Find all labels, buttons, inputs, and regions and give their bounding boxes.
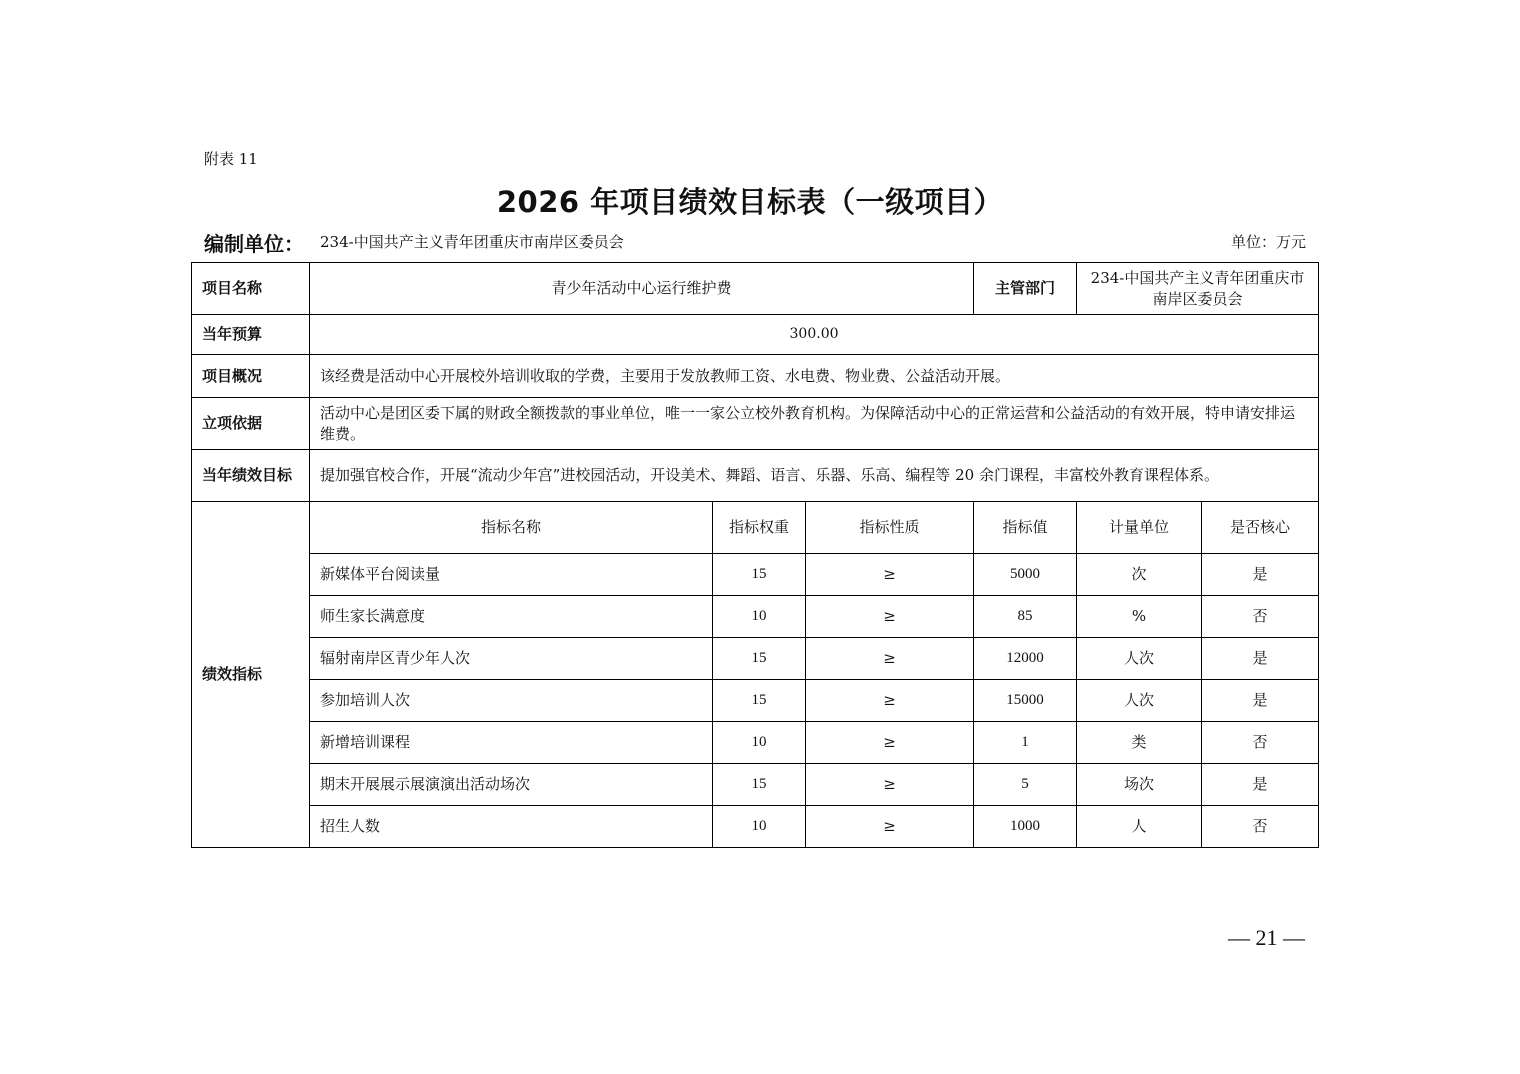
table-row — [192, 680, 1319, 722]
indicator-nature: ≥ — [806, 638, 974, 680]
header-indicator-value: 指标值 — [974, 502, 1077, 554]
performance-table — [191, 262, 1319, 848]
budget-row — [192, 315, 1319, 355]
indicator-name: 参加培训人次 — [310, 680, 713, 722]
indicator-weight: 15 — [713, 554, 806, 596]
table-row — [192, 764, 1319, 806]
org-label: 编制单位： — [204, 232, 304, 256]
indicator-nature: ≥ — [806, 806, 974, 848]
page-title: 2026 年项目绩效目标表（一级项目） — [496, 185, 1004, 219]
project-name-label: 项目名称 — [192, 263, 310, 315]
indicator-unit: % — [1077, 596, 1202, 638]
header-indicator-weight: 指标权重 — [713, 502, 806, 554]
indicator-header-row — [192, 502, 1319, 554]
indicator-weight: 15 — [713, 764, 806, 806]
header-core: 是否核心 — [1202, 502, 1319, 554]
indicator-value: 5000 — [974, 554, 1077, 596]
indicator-nature: ≥ — [806, 596, 974, 638]
indicator-unit: 次 — [1077, 554, 1202, 596]
indicator-unit: 人 — [1077, 806, 1202, 848]
org-value: 234-中国共产主义青年团重庆市南岸区委员会 — [320, 233, 624, 251]
indicator-weight: 15 — [713, 680, 806, 722]
indicator-name: 新增培训课程 — [310, 722, 713, 764]
overview-label: 项目概况 — [192, 355, 310, 398]
indicator-weight: 10 — [713, 596, 806, 638]
indicator-name: 新媒体平台阅读量 — [310, 554, 713, 596]
unit-label: 单位：万元 — [1230, 233, 1306, 251]
indicator-value: 5 — [974, 764, 1077, 806]
overview-row — [192, 355, 1319, 398]
indicator-core: 是 — [1202, 554, 1319, 596]
indicator-value: 1 — [974, 722, 1077, 764]
basis-row — [192, 398, 1319, 450]
attachment-label: 附表 11 — [204, 150, 258, 168]
page-number: — 21 — — [1228, 925, 1305, 950]
budget-value: 300.00 — [310, 315, 1319, 355]
indicator-nature: ≥ — [806, 764, 974, 806]
indicator-core: 是 — [1202, 680, 1319, 722]
indicator-unit: 场次 — [1077, 764, 1202, 806]
table-row — [192, 722, 1319, 764]
indicator-core: 是 — [1202, 764, 1319, 806]
basis-value: 活动中心是团区委下属的财政全额拨款的事业单位，唯一一家公立校外教育机构。为保障活动中心的正常运营和公益活动的有效开展，特申请安排运维费。 — [310, 398, 1319, 450]
goal-label: 当年绩效目标 — [192, 450, 310, 502]
indicator-value: 1000 — [974, 806, 1077, 848]
goal-row — [192, 450, 1319, 502]
indicator-value: 15000 — [974, 680, 1077, 722]
budget-label: 当年预算 — [192, 315, 310, 355]
project-name-row — [192, 263, 1319, 315]
indicator-weight: 15 — [713, 638, 806, 680]
indicator-weight: 10 — [713, 806, 806, 848]
project-name-value: 青少年活动中心运行维护费 — [310, 263, 974, 315]
header-unit: 计量单位 — [1077, 502, 1202, 554]
header-indicator-nature: 指标性质 — [806, 502, 974, 554]
table-row — [192, 596, 1319, 638]
indicator-nature: ≥ — [806, 680, 974, 722]
indicator-value: 12000 — [974, 638, 1077, 680]
indicator-name: 辐射南岸区青少年人次 — [310, 638, 713, 680]
indicator-name: 师生家长满意度 — [310, 596, 713, 638]
indicator-weight: 10 — [713, 722, 806, 764]
overview-value: 该经费是活动中心开展校外培训收取的学费，主要用于发放教师工资、水电费、物业费、公益活动开展。 — [310, 355, 1319, 398]
indicator-core: 否 — [1202, 722, 1319, 764]
dept-label: 主管部门 — [974, 263, 1077, 315]
indicators-label: 绩效指标 — [192, 502, 310, 848]
indicator-unit: 类 — [1077, 722, 1202, 764]
indicator-value: 85 — [974, 596, 1077, 638]
indicator-name: 期末开展展示展演演出活动场次 — [310, 764, 713, 806]
indicator-core: 是 — [1202, 638, 1319, 680]
header-indicator-name: 指标名称 — [310, 502, 713, 554]
table-row — [192, 554, 1319, 596]
indicator-core: 否 — [1202, 596, 1319, 638]
basis-label: 立项依据 — [192, 398, 310, 450]
indicator-name: 招生人数 — [310, 806, 713, 848]
table-row — [192, 638, 1319, 680]
goal-value: 提加强官校合作，开展“流动少年宫”进校园活动，开设美术、舞蹈、语言、乐器、乐高、编程等 20 余门课程，丰富校外教育课程体系。 — [310, 450, 1319, 502]
indicator-unit: 人次 — [1077, 638, 1202, 680]
indicator-core: 否 — [1202, 806, 1319, 848]
indicator-nature: ≥ — [806, 722, 974, 764]
table-row — [192, 806, 1319, 848]
indicator-nature: ≥ — [806, 554, 974, 596]
indicator-unit: 人次 — [1077, 680, 1202, 722]
dept-value: 234-中国共产主义青年团重庆市南岸区委员会 — [1077, 263, 1319, 315]
